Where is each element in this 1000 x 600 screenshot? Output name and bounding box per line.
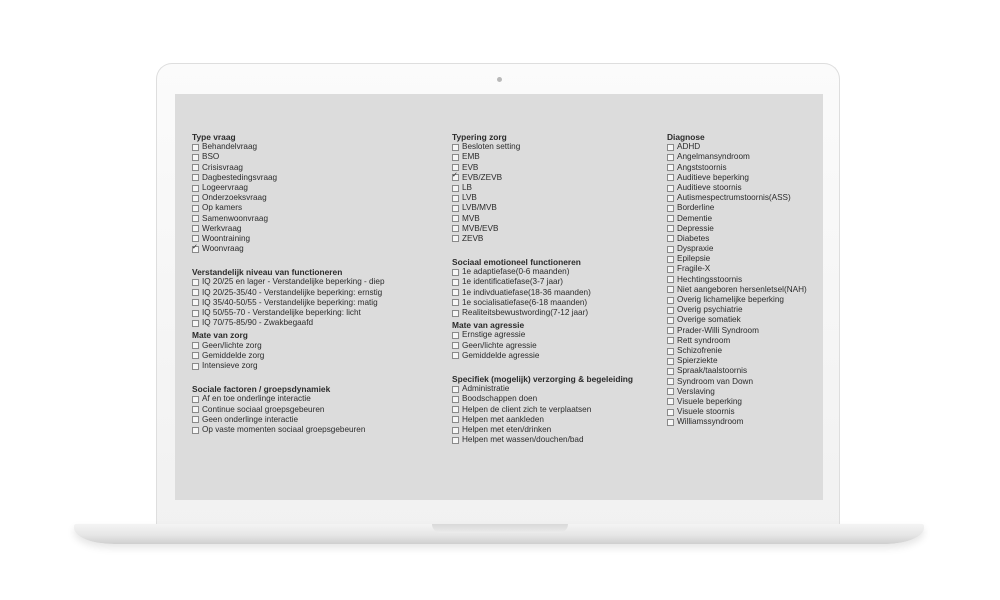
filter-option-label: ADHD	[677, 142, 701, 152]
filter-option-label: Geen/lichte agressie	[462, 340, 537, 350]
checkbox[interactable]	[667, 144, 674, 151]
filter-group-typering-zorg	[452, 132, 633, 244]
checkbox[interactable]	[667, 358, 674, 365]
filter-option-label: Rett syndroom	[677, 335, 731, 345]
filter-group-sociale-factoren-groepsdynamiek	[192, 384, 385, 435]
checkbox[interactable]	[192, 352, 199, 359]
filter-option-label: Dementie	[677, 213, 713, 223]
checkbox[interactable]	[667, 327, 674, 334]
filter-option[interactable]	[192, 152, 385, 162]
filter-option[interactable]	[667, 417, 807, 427]
filter-option[interactable]	[667, 407, 807, 417]
filter-option-label: Overig lichamelijke beperking	[677, 295, 784, 305]
filter-option-label: Schizofrenie	[677, 345, 723, 355]
filter-option-label: IQ 20/25-35/40 - Verstandelijke beperking: ernstig	[202, 287, 383, 297]
filter-option[interactable]	[452, 234, 633, 244]
filter-group-mate-van-agressie	[452, 320, 633, 361]
filter-option[interactable]	[667, 285, 807, 295]
filter-option[interactable]	[452, 384, 633, 394]
checkbox[interactable]	[452, 289, 459, 296]
checkbox[interactable]	[192, 299, 199, 306]
filter-option-label: Gemiddelde agressie	[462, 350, 540, 360]
filter-option[interactable]	[667, 305, 807, 315]
checkbox[interactable]	[667, 266, 674, 273]
filter-group-type-vraag	[192, 132, 385, 254]
filter-option-label: IQ 50/55-70 - Verstandelijke beperking: licht	[202, 308, 361, 318]
filter-option[interactable]	[452, 193, 633, 203]
checkbox[interactable]	[667, 215, 674, 222]
filter-option[interactable]	[667, 152, 807, 162]
filter-option[interactable]	[192, 244, 385, 254]
filter-option-label: EVB/ZEVB	[462, 172, 503, 182]
filter-option[interactable]	[452, 163, 633, 173]
filter-option-label: Syndroom van Down	[677, 376, 753, 386]
filter-option[interactable]	[192, 224, 385, 234]
checkbox[interactable]	[667, 164, 674, 171]
filter-option-label: MVB	[462, 213, 480, 223]
checkbox[interactable]	[452, 299, 459, 306]
filter-screen	[175, 94, 823, 500]
checkbox[interactable]	[192, 195, 199, 202]
filter-group-title: Sociaal emotioneel functioneren	[452, 257, 581, 268]
filter-option[interactable]	[192, 425, 385, 435]
filter-option-label: Boodschappen doen	[462, 394, 538, 404]
checkbox[interactable]	[452, 185, 459, 192]
filter-option[interactable]	[667, 315, 807, 325]
checkbox[interactable]	[667, 225, 674, 232]
filter-group-title: Type vraag	[192, 132, 236, 142]
filter-option-label: Verslaving	[677, 386, 715, 396]
filter-option-label: Overige somatiek	[677, 315, 741, 325]
filter-option[interactable]	[667, 397, 807, 407]
filter-option[interactable]	[667, 377, 807, 387]
filter-option-label: ZEVB	[462, 233, 484, 243]
filter-group-title: Mate van zorg	[192, 330, 248, 341]
filter-option[interactable]	[452, 214, 633, 224]
filter-option-label: Angelmansyndroom	[677, 152, 750, 162]
filter-option-label: Gemiddelde zorg	[202, 350, 265, 360]
checkbox[interactable]	[667, 286, 674, 293]
filter-option-label: IQ 70/75-85/90 - Zwakbegaafd	[202, 318, 314, 328]
filter-option-label: EMB	[462, 152, 480, 162]
filter-option-label: Prader-Willi Syndroom	[677, 325, 759, 335]
filter-option-label: 1e indivduatiefase(18-36 maanden)	[462, 287, 591, 297]
checkbox[interactable]	[192, 416, 199, 423]
filter-option[interactable]	[667, 254, 807, 264]
checkbox[interactable]	[192, 406, 199, 413]
filter-option-label: Woontraining	[202, 233, 251, 243]
checkbox[interactable]	[667, 398, 674, 405]
filter-option-label: Spierziekte	[677, 356, 718, 366]
checkbox[interactable]	[667, 419, 674, 426]
checkbox[interactable]	[667, 256, 674, 263]
checkbox[interactable]	[667, 337, 674, 344]
filter-group-title: Diagnose	[667, 132, 705, 142]
checkbox[interactable]	[667, 235, 674, 242]
filter-option-label: Ernstige agressie	[462, 330, 526, 340]
filter-option[interactable]	[667, 244, 807, 254]
checkbox[interactable]	[452, 205, 459, 212]
checkbox[interactable]	[667, 368, 674, 375]
filter-column-right	[667, 132, 807, 440]
filter-option-label: 1e adaptiefase(0-6 maanden)	[462, 267, 570, 277]
filter-option-label: Helpen met eten/drinken	[462, 424, 552, 434]
checkbox[interactable]	[667, 409, 674, 416]
filter-option-label: Behandelvraag	[202, 142, 258, 152]
filter-option-label: Depressie	[677, 223, 714, 233]
filter-option[interactable]	[667, 295, 807, 305]
filter-option[interactable]	[192, 173, 385, 183]
checkbox[interactable]	[192, 164, 199, 171]
filter-option[interactable]	[667, 183, 807, 193]
filter-option[interactable]	[192, 183, 385, 193]
filter-option[interactable]	[192, 318, 385, 328]
checkbox-checked[interactable]	[192, 246, 199, 253]
checkbox[interactable]	[667, 195, 674, 202]
filter-option-label: Spraak/taalstoornis	[677, 366, 748, 376]
checkbox[interactable]	[452, 437, 459, 444]
filter-option[interactable]	[452, 277, 633, 287]
filter-option[interactable]	[452, 425, 633, 435]
checkbox[interactable]	[192, 185, 199, 192]
checkbox[interactable]	[452, 427, 459, 434]
filter-column-left	[192, 132, 385, 448]
filter-column-middle	[452, 132, 633, 458]
filter-option[interactable]	[452, 288, 633, 298]
checkbox[interactable]	[452, 416, 459, 423]
checkbox[interactable]	[452, 386, 459, 393]
checkbox[interactable]	[667, 185, 674, 192]
filter-option[interactable]	[667, 224, 807, 234]
checkbox[interactable]	[192, 225, 199, 232]
filter-option-label: Borderline	[677, 203, 715, 213]
checkbox[interactable]	[192, 310, 199, 317]
filter-option[interactable]	[192, 298, 385, 308]
filter-option[interactable]	[192, 203, 385, 213]
filter-option[interactable]	[452, 308, 633, 318]
filter-option-label: Crisisvraag	[202, 162, 243, 172]
filter-option-label: Werkvraag	[202, 223, 242, 233]
filter-option[interactable]	[452, 405, 633, 415]
filter-option-label: Logeervraag	[202, 182, 248, 192]
checkbox[interactable]	[667, 174, 674, 181]
checkbox[interactable]	[192, 174, 199, 181]
checkbox[interactable]	[452, 352, 459, 359]
filter-group-sociaal-emotioneel-functioneren	[452, 257, 633, 318]
checkbox[interactable]	[452, 154, 459, 161]
filter-option[interactable]	[452, 330, 633, 340]
filter-option[interactable]	[452, 142, 633, 152]
checkbox[interactable]	[452, 279, 459, 286]
checkbox-checked[interactable]	[452, 174, 459, 181]
laptop-notch	[432, 524, 568, 533]
checkbox[interactable]	[192, 205, 199, 212]
filter-option-label: Diabetes	[677, 233, 710, 243]
filter-option[interactable]	[452, 183, 633, 193]
filter-option[interactable]	[667, 142, 807, 152]
checkbox[interactable]	[192, 215, 199, 222]
filter-option-label: LB	[462, 182, 473, 192]
filter-option-label: LVB/MVB	[462, 203, 497, 213]
filter-option-label: Epilepsie	[677, 254, 711, 264]
filter-option-label: MVB/EVB	[462, 223, 499, 233]
filter-option[interactable]	[192, 163, 385, 173]
filter-option-label: Visuele stoornis	[677, 407, 735, 417]
checkbox[interactable]	[452, 235, 459, 242]
filter-option[interactable]	[192, 341, 385, 351]
filter-option-label: Op kamers	[202, 203, 243, 213]
filter-option[interactable]	[667, 193, 807, 203]
filter-option-label: Williamssyndroom	[677, 417, 744, 427]
filter-option[interactable]	[192, 277, 385, 287]
checkbox[interactable]	[667, 276, 674, 283]
filter-option[interactable]	[452, 298, 633, 308]
filter-option-label: Realiteitsbewustwording(7-12 jaar)	[462, 308, 589, 318]
filter-group-title: Verstandelijk niveau van functioneren	[192, 267, 343, 278]
filter-option[interactable]	[667, 275, 807, 285]
filter-option-label: Besloten setting	[462, 142, 521, 152]
filter-option-label: Autismespectrumstoornis(ASS)	[677, 193, 791, 203]
filter-group-verstandelijk-niveau-van-functioneren	[192, 267, 385, 328]
filter-option[interactable]	[192, 234, 385, 244]
filter-option-label: 1e identificatiefase(3-7 jaar)	[462, 277, 564, 287]
filter-option[interactable]	[452, 203, 633, 213]
filter-option[interactable]	[667, 366, 807, 376]
checkbox[interactable]	[452, 215, 459, 222]
filter-option-label: Fragile-X	[677, 264, 711, 274]
filter-option[interactable]	[667, 326, 807, 336]
checkbox[interactable]	[452, 310, 459, 317]
filter-option-label: Woonvraag	[202, 244, 244, 254]
checkbox[interactable]	[667, 205, 674, 212]
checkbox[interactable]	[452, 269, 459, 276]
filter-group-mate-van-zorg	[192, 330, 385, 371]
checkbox[interactable]	[667, 317, 674, 324]
checkbox[interactable]	[192, 363, 199, 370]
filter-group-title: Typering zorg	[452, 132, 507, 142]
filter-option-label: IQ 20/25 en lager - Verstandelijke beperking - diep	[202, 277, 385, 287]
checkbox[interactable]	[452, 332, 459, 339]
filter-option-label: Auditieve stoornis	[677, 182, 742, 192]
filter-option-label: Helpen met aankleden	[462, 414, 544, 424]
filter-option[interactable]	[192, 193, 385, 203]
filter-option-label: Angststoornis	[677, 162, 727, 172]
filter-option[interactable]	[452, 351, 633, 361]
filter-option[interactable]	[667, 214, 807, 224]
filter-option[interactable]	[192, 214, 385, 224]
filter-group-specifiek-mogelijk-verzorging-begeleiding	[452, 374, 633, 445]
checkbox[interactable]	[192, 289, 199, 296]
checkbox[interactable]	[192, 279, 199, 286]
filter-option-label: LVB	[462, 193, 477, 203]
checkbox[interactable]	[452, 342, 459, 349]
checkbox[interactable]	[667, 307, 674, 314]
filter-option-label: Continue sociaal groepsgebeuren	[202, 404, 325, 414]
filter-option[interactable]	[452, 224, 633, 234]
filter-option-label: Geen/lichte zorg	[202, 340, 262, 350]
filter-option-label: Helpen met wassen/douchen/bad	[462, 435, 584, 445]
filter-option[interactable]	[192, 142, 385, 152]
checkbox[interactable]	[667, 297, 674, 304]
filter-option-label: Op vaste momenten sociaal groepsgebeuren	[202, 424, 366, 434]
filter-group-diagnose	[667, 132, 807, 427]
camera-icon	[497, 77, 502, 82]
filter-option-label: Intensieve zorg	[202, 360, 258, 370]
filter-option[interactable]	[452, 267, 633, 277]
filter-option-label: Onderzoeksvraag	[202, 193, 267, 203]
filter-option[interactable]	[452, 415, 633, 425]
checkbox[interactable]	[452, 406, 459, 413]
filter-option-label: Helpen de client zich te verplaatsen	[462, 404, 592, 414]
filter-option[interactable]	[452, 152, 633, 162]
checkbox[interactable]	[667, 154, 674, 161]
filter-group-title: Mate van agressie	[452, 320, 525, 331]
filter-option-label: Visuele beperking	[677, 396, 742, 406]
checkbox[interactable]	[667, 348, 674, 355]
filter-option-label: BSO	[202, 152, 220, 162]
filter-option-label: EVB	[462, 162, 479, 172]
filter-option-label: Overig psychiatrie	[677, 305, 743, 315]
filter-option[interactable]	[452, 341, 633, 351]
filter-option[interactable]	[452, 173, 633, 183]
filter-option[interactable]	[667, 356, 807, 366]
checkbox[interactable]	[452, 396, 459, 403]
filter-option[interactable]	[192, 288, 385, 298]
filter-option[interactable]	[667, 163, 807, 173]
filter-option[interactable]	[667, 234, 807, 244]
filter-option-label: 1e socialisatiefase(6-18 maanden)	[462, 297, 588, 307]
filter-option-label: Geen onderlinge interactie	[202, 414, 299, 424]
checkbox[interactable]	[192, 427, 199, 434]
filter-option[interactable]	[192, 394, 385, 404]
filter-option-label: Dyspraxie	[677, 244, 714, 254]
filter-option[interactable]	[667, 203, 807, 213]
filter-option-label: Samenwoonvraag	[202, 213, 268, 223]
filter-option-label: Dagbestedingsvraag	[202, 172, 278, 182]
filter-option[interactable]	[667, 173, 807, 183]
filter-option-label: Niet aangeboren hersenletsel(NAH)	[677, 284, 807, 294]
checkbox[interactable]	[667, 246, 674, 253]
filter-option[interactable]	[192, 405, 385, 415]
filter-option[interactable]	[452, 435, 633, 445]
checkbox[interactable]	[192, 396, 199, 403]
filter-option[interactable]	[667, 336, 807, 346]
checkbox[interactable]	[452, 225, 459, 232]
filter-option[interactable]	[192, 308, 385, 318]
checkbox[interactable]	[192, 342, 199, 349]
checkbox[interactable]	[192, 154, 199, 161]
filter-option[interactable]	[452, 394, 633, 404]
filter-option[interactable]	[667, 264, 807, 274]
filter-group-title: Sociale factoren / groepsdynamiek	[192, 384, 331, 395]
filter-group-title: Specifiek (mogelijk) verzorging & begeleiding	[452, 373, 634, 384]
filter-option-label: Af en toe onderlinge interactie	[202, 394, 311, 404]
checkbox[interactable]	[192, 144, 199, 151]
filter-option-label: Auditieve beperking	[677, 172, 749, 182]
checkbox[interactable]	[667, 388, 674, 395]
checkbox[interactable]	[667, 378, 674, 385]
filter-option[interactable]	[192, 351, 385, 361]
filter-option[interactable]	[667, 387, 807, 397]
filter-option-label: IQ 35/40-50/55 - Verstandelijke beperking: matig	[202, 297, 378, 307]
filter-option[interactable]	[667, 346, 807, 356]
checkbox[interactable]	[452, 144, 459, 151]
filter-option[interactable]	[192, 361, 385, 371]
checkbox[interactable]	[192, 320, 199, 327]
filter-option[interactable]	[192, 415, 385, 425]
checkbox[interactable]	[452, 195, 459, 202]
filter-option-label: Administratie	[462, 384, 510, 394]
filter-option-label: Hechtingsstoornis	[677, 274, 743, 284]
